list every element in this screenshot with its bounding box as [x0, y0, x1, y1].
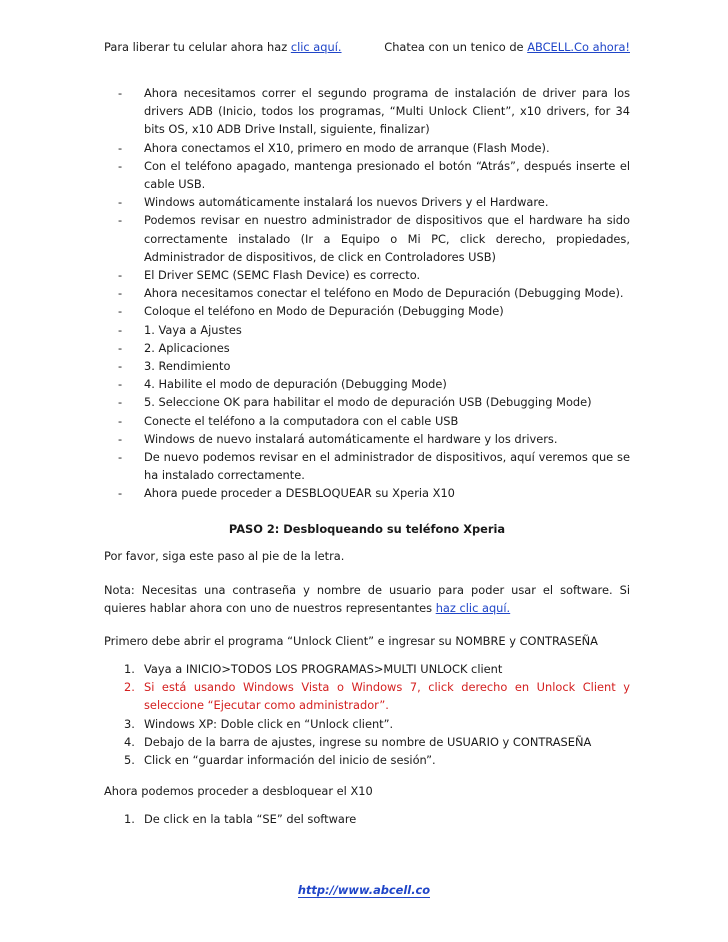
- list-item: 5. Click en “guardar información del inicio de sesión”.: [124, 753, 436, 768]
- list-item: - Podemos revisar en nuestro administrador de dispositivos que el hardware ha sido correctamente instalado (Ir a Equipo o Mi PC, click derecho, propiedades, Administrador de dispositivos, de click en Controladores USB): [118, 213, 630, 264]
- list-item: 3. Windows XP: Doble click en “Unlock client”.: [124, 716, 394, 731]
- header-unlock-link[interactable]: clic aquí.: [290, 40, 342, 54]
- list-item: - Conecte el teléfono a la computadora con el cable USB: [118, 413, 459, 428]
- list-item: - Ahora puede proceder a DESBLOQUEAR su Xperia X10: [118, 486, 455, 501]
- header-chat-link[interactable]: ABCELL.Co ahora!: [527, 40, 630, 54]
- paragraph-follow: Por favor, siga este paso al pie de la letra.: [104, 549, 345, 563]
- list-item: - 3. Rendimiento: [118, 359, 231, 374]
- list-item: - Ahora necesitamos correr el segundo programa de instalación de driver para los drivers ADB (Inicio, todos los programas, “Multi Unlock Client”, x10 drivers, for 34 bits OS, x10 ADB Drive Install, siguiente, finalizar): [118, 86, 630, 137]
- list-item: 4. Debajo de la barra de ajustes, ingrese su nombre de USUARIO y CONTRASEÑA: [124, 734, 592, 749]
- list-item: - Ahora necesitamos conectar el teléfono en Modo de Depuración (Debugging Mode).: [118, 286, 624, 301]
- list-item: - Coloque el teléfono en Modo de Depuración (Debugging Mode): [118, 304, 504, 319]
- step-title: PASO 2: Desbloqueando su teléfono Xperia: [228, 522, 506, 536]
- list-item: - Ahora conectamos el X10, primero en modo de arranque (Flash Mode).: [118, 140, 550, 155]
- header-right: [384, 40, 630, 54]
- header-left-text: Para liberar tu celular ahora haz: [104, 40, 291, 54]
- paragraph-first: Primero debe abrir el programa “Unlock Client” e ingresar su NOMBRE y CONTRASEÑA: [104, 634, 598, 648]
- list-item: 1. Vaya a INICIO>TODOS LOS PROGRAMAS>MULTI UNLOCK client: [124, 662, 503, 676]
- list-item: - El Driver SEMC (SEMC Flash Device) es correcto.: [118, 268, 421, 283]
- list-item: - De nuevo podemos revisar en el administrador de dispositivos, aquí veremos que se ha instalado correctamente.: [118, 450, 630, 483]
- list-item: 1. De click en la tabla “SE” del software: [124, 812, 357, 826]
- instruction-bullets: [104, 84, 630, 503]
- list-item: - 2. Aplicaciones: [118, 340, 230, 355]
- page-footer: [0, 883, 728, 897]
- list-item: - Windows de nuevo instalará automáticamente el hardware y los drivers.: [118, 431, 558, 446]
- paragraph-note: [104, 581, 630, 617]
- page-header: [104, 40, 630, 58]
- note-text: Nota: Necesitas una contraseña y nombre de usuario para poder usar el software. Si quieres hablar ahora con uno de nuestros representantes: [104, 583, 630, 616]
- list-item: - 4. Habilite el modo de depuración (Debugging Mode): [118, 377, 447, 392]
- note-contact-link[interactable]: haz clic aquí.: [435, 601, 511, 616]
- list-item: 2. Si está usando Windows Vista o Windows 7, click derecho en Unlock Client y seleccione “Ejecutar como administrador”.: [124, 680, 630, 713]
- footer-url-link[interactable]: http://www.abcell.co: [297, 883, 431, 897]
- paragraph-now: Ahora podemos proceder a desbloquear el X10: [104, 784, 373, 798]
- proceed-steps-list: [104, 810, 630, 828]
- header-right-text: Chatea con un tenico de: [384, 40, 528, 54]
- list-item: - Con el teléfono apagado, mantenga presionado el botón “Atrás”, después inserte el cable USB.: [118, 158, 630, 192]
- unlock-steps-list: [104, 660, 630, 769]
- list-item: - 1. Vaya a Ajustes: [118, 322, 242, 337]
- list-item: - Windows automáticamente instalará los nuevos Drivers y el Hardware.: [118, 195, 549, 210]
- list-item: - 5. Seleccione OK para habilitar el modo de depuración USB (Debugging Mode): [118, 395, 592, 410]
- header-left: [104, 40, 342, 54]
